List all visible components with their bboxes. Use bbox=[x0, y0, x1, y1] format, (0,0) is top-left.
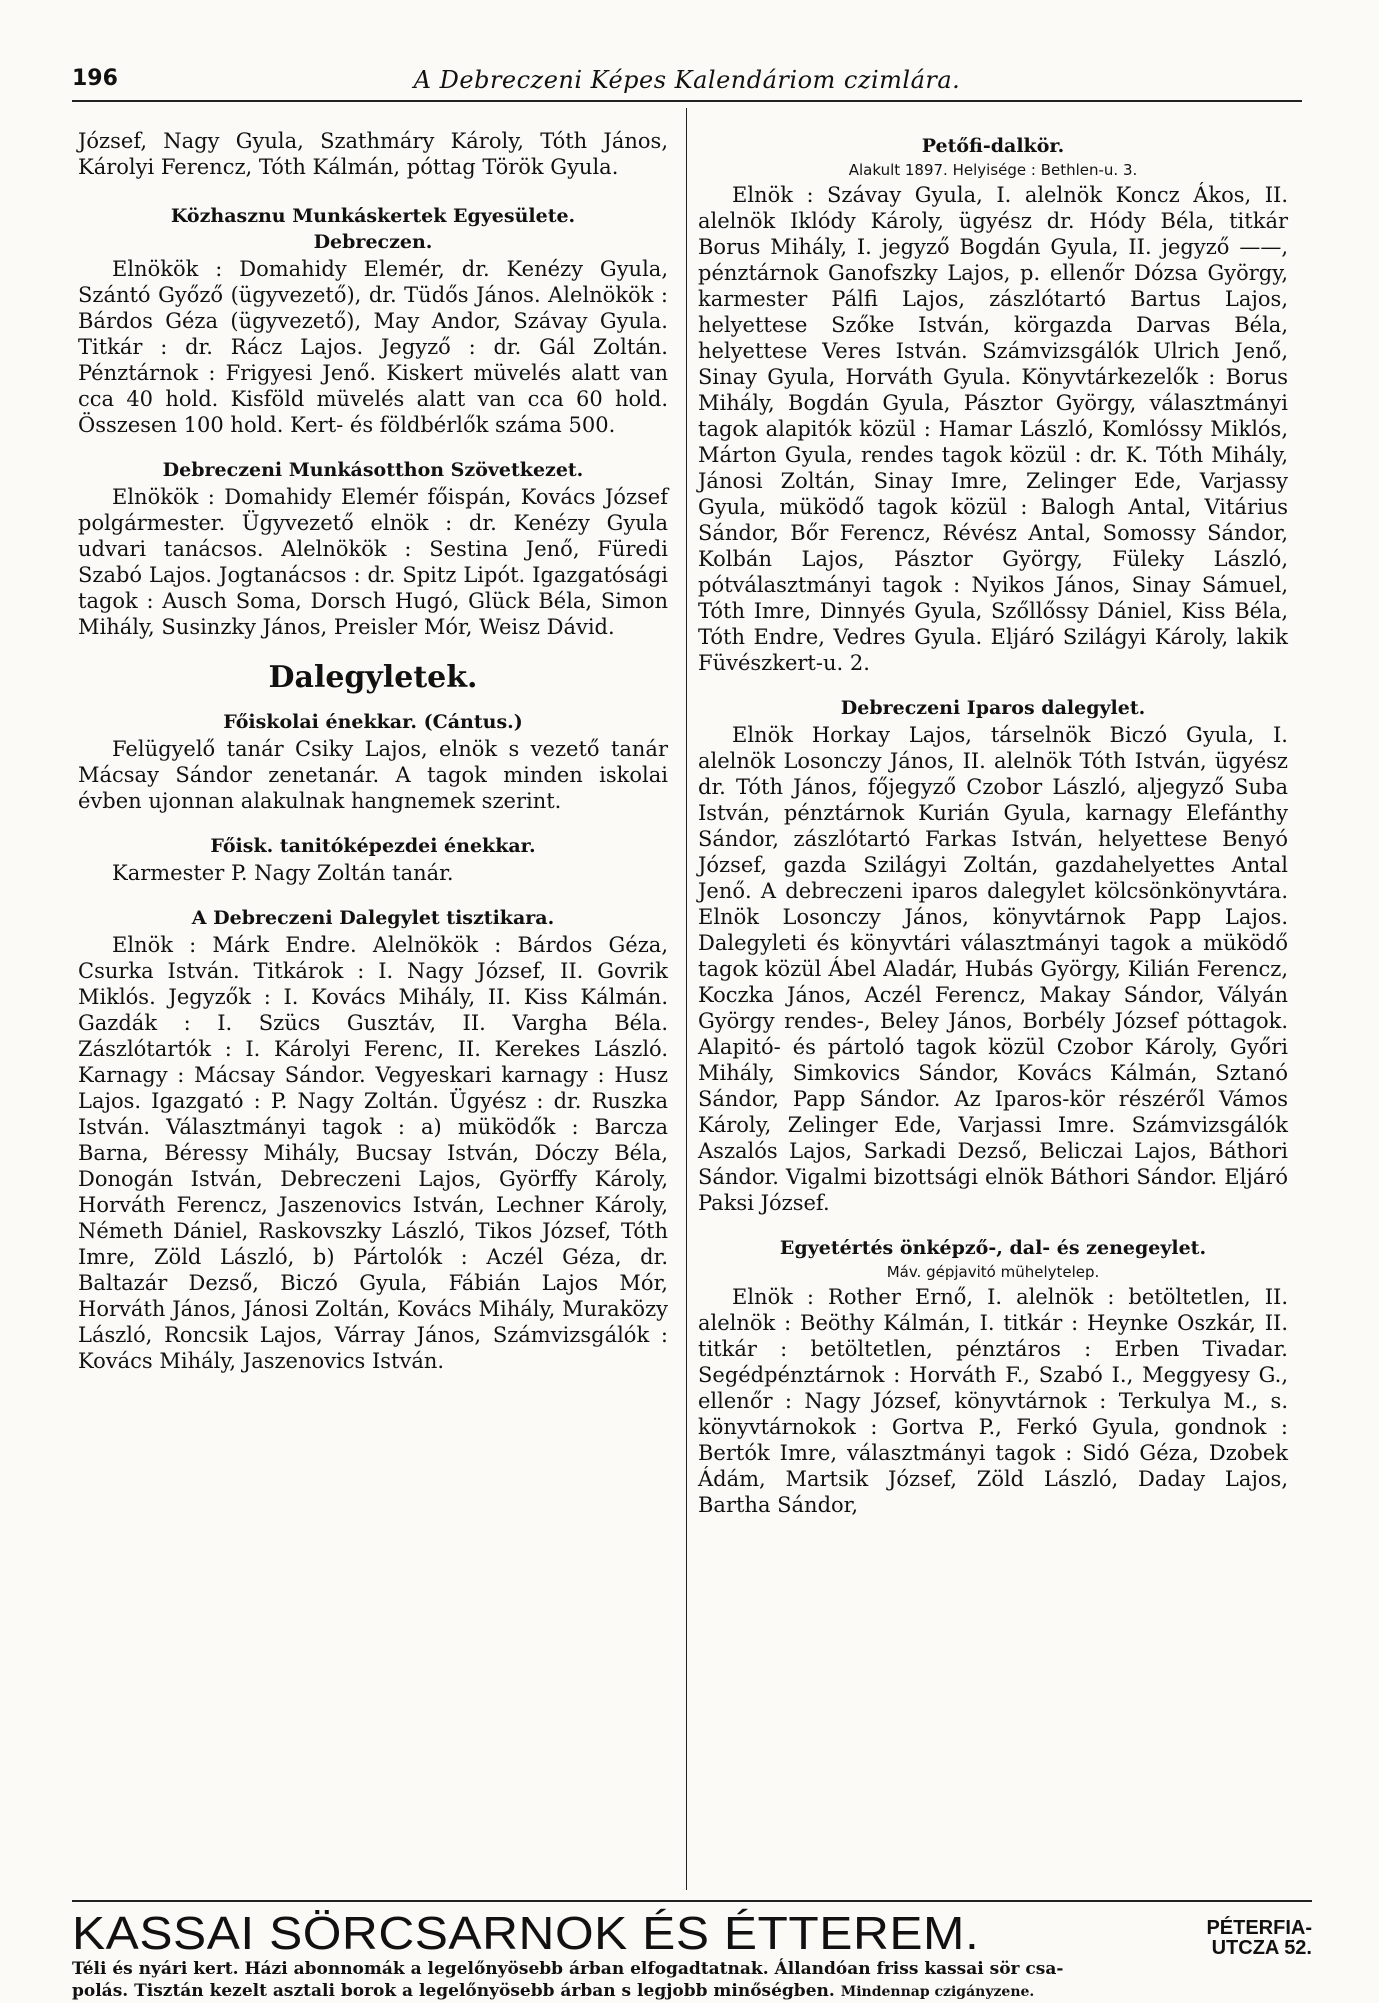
advertisement-address: PÉTERFIA- UTCZA 52. bbox=[1206, 1917, 1312, 1959]
dalegylet-tisztikara-text: Elnök : Márk Endre. Alelnökök : Bárdos Géza, Csurka István. Titkárok : I. Nagy József, II. Govrik Miklós. Jegyzők : I. Kovács Mihály, II. Kiss Kálmán. Gazdák : I. Szücs Gusztáv, II. Vargha Béla. Zászlótartók : I. Károlyi Ferenc, II. Kerekes László. Karnagy : Mácsay Sándor. Vegyeskari karnagy : Husz Lajos. Igazgató : P. Nagy Zoltán. Ügyész : dr. Ruszka István. Választmányi tagok : a) müködők : Barcza Barna, Béressy Mihály, Bucsay István, Dóczy Béla, Donogán István, Debreczeni Lajos, Györffy Károly, Horváth Ferencz, Jaszenovics István, Lechner Károly, Németh Dániel, Raskovszky László, Tikos József, Tóth Imre, Zöld László, b) Pártolók : Aczél Géza, dr. Baltazár Dezső, Biczó Gyula, Fábián Lajos Mór, Horváth János, Jánosi Zoltán, Kovács Mihály, Muraközy László, Roncsik Lajos, Várray János, Számvizsgálók : Kovács Mihály, Jaszenovics István. bbox=[78, 933, 668, 1373]
foiskolai-section bbox=[78, 710, 668, 814]
right-column bbox=[698, 128, 1288, 1538]
left-column bbox=[78, 128, 668, 1394]
petofi-title: Petőfi-dalkör. bbox=[921, 135, 1065, 157]
advertisement bbox=[72, 1900, 1312, 2003]
tanitokepezdei-text: Karmester P. Nagy Zoltán tanár. bbox=[112, 861, 454, 885]
tanitokepezdei-section bbox=[78, 834, 668, 886]
munkasotthon-section bbox=[78, 458, 668, 640]
kozhasznu-title-city: Debreczen. bbox=[313, 231, 433, 253]
munkasotthon-text: Elnökök : Domahidy Elemér főispán, Kovács József polgármester. Ügyvezető elnök : dr. Kenézy Gyula udvari tanácsos. Alelnökök : Sestina Jenő, Füredi Szabó Lajos. Jogtanácsos : dr. Spitz Lipót. Igazgatósági tagok : Ausch Soma, Dorsch Hugó, Glück Béla, Simon Mihály, Susinzky János, Preisler Mór, Weisz Dávid. bbox=[78, 485, 668, 639]
petofi-text: Elnök : Szávay Gyula, I. alelnök Koncz Ákos, II. alelnök Iklódy Károly, ügyész dr. Hódy Béla, titkár Borus Mihály, I. jegyző Bogdán Gyula, II. jegyző ——, pénztárnok Ganofszky Lajos, p. ellenőr Dózsa György, karmester Pálfi Lajos, zászlótartó Bartus Lajos, helyettese Szőke István, körgazda Darvas Béla, helyettese Veres István. Számvizsgálók Ulrich Jenő, Sinay Gyula, Horváth Gyula. Könyvtárkezelők : Borus Mihály, Bogdán Gyula, Pásztor György, választmányi tagok alapitók közül : Hamar László, Komlóssy Miklós, Márton Gyula, rendes tagok közül : dr. K. Tóth Mihály, Jánosi Zoltán, Sinay Imre, Zelinger Ede, Varjassy Gyula, müködő tagok közül : Balogh Antal, Vitárius Sándor, Bőr Ferencz, Révész Antal, Somossy Sándor, Kolbán Lajos, Pásztor György, Füleky László, pótválasztmányi tagok : Nyikos János, Sinay Sámuel, Tóth Imre, Dinnyés Gyula, Szőllőssy Dániel, Kiss Béla, Tóth Endre, Vedres Gyula. Eljáró Szilágyi Károly, lakik Füvészkert-u. 2. bbox=[698, 183, 1288, 675]
advertisement-line-2-small: Mindennap czigányzene. bbox=[840, 1984, 1035, 2000]
dalegylet-tisztikara-section bbox=[78, 906, 668, 1374]
egyetertes-text: Elnök : Rother Ernő, I. alelnök : betöltetlen, II. alelnök : Beöthy Kálmán, I. titkár : Heynke Oszkár, II. titkár : betöltetlen, pénztáros : Erben Tivadar. Segédpénztárnok : Horváth F., Szabó I., Meggyesy G., ellenőr : Nagy József, könyvtárnok : Terkulya M., s. könyvtárnokok : Gortva P., Ferkó Gyula, gondnok : Bertók Imre, választmányi tagok : Sidó Géza, Dzobek Ádám, Martsik József, Zöld László, Daday Lajos, Bartha Sándor, bbox=[698, 1285, 1288, 1517]
page-header bbox=[72, 64, 1302, 102]
advertisement-line-1: Téli és nyári kert. Házi abonnomák a legelőnyösebb árban elfogadtatnak. Állandóan friss kassai sör csa- bbox=[72, 1959, 1064, 1979]
intro-continuation-section bbox=[78, 128, 668, 180]
munkasotthon-title: Debreczeni Munkásotthon Szövetkezet. bbox=[162, 459, 584, 481]
kozhasznu-section bbox=[78, 204, 668, 438]
petofi-section bbox=[698, 134, 1288, 676]
foiskolai-text: Felügyelő tanár Csiky Lajos, elnök s vezető tanár Mácsay Sándor zenetanár. A tagok minden iskolai évben ujonnan alakulnak hangnemek szerint. bbox=[78, 737, 668, 813]
iparos-text: Elnök Horkay Lajos, társelnök Biczó Gyula, I. alelnök Losonczy János, II. alelnök Tóth István, ügyész dr. Tóth János, főjegyző Czobor László, aljegyző Suba István, pénztárnok Kurián Gyula, karnagy Elefánthy Sándor, zászlótartó Farkas István, helyettese Benyó József, gazda Szilágyi Zoltán, gazdahelyettes Antal Jenő. A debreczeni iparos dalegylet kölcsönkönyvtára. Elnök Losonczy János, könyvtárnok Papp Lajos. Dalegyleti és könyvtári választmányi tagok a müködő tagok közül Ábel Aladár, Hubás György, Kilián Ferencz, Koczka János, Aczél Ferencz, Makay Sándor, Vályán György rendes-, Beley János, Borbély József póttagok. Alapitó- és pártoló tagok közül Czobor Károly, Győri Mihály, Simkovics Sándor, Kovács Kálmán, Sztanó Sándor, Papp Sándor. Az Iparos-kör részéről Vámos Károly, Zelinger Ede, Varjassi Imre. Számvizsgálók Aszalós Lajos, Sarkadi Dezső, Beliczai Lajos, Báthori Sándor. Vigalmi bizottsági elnök Báthori Sándor. Eljáró Paksi József. bbox=[698, 723, 1288, 1215]
kozhasznu-text: Elnökök : Domahidy Elemér, dr. Kenézy Gyula, Szántó Győző (ügyvezető), dr. Tüdős János. Alelnökök : Bárdos Géza (ügyvezető), May Andor, Szávay Gyula. Titkár : dr. Rácz Lajos. Jegyző : dr. Gál Zoltán. Pénztárnok : Frigyesi Jenő. Kiskert müvelés alatt van cca 40 hold. Kisföld müvelés alatt van cca 60 hold. Összesen 100 hold. Kert- és földbérlők száma 500. bbox=[78, 257, 668, 437]
petofi-subtitle: Alakult 1897. Helyisége : Bethlen-u. 3. bbox=[848, 161, 1138, 179]
egyetertes-subtitle: Máv. gépjavitó mühelytelep. bbox=[886, 1263, 1100, 1281]
dalegylet-tisztikara-title: A Debreczeni Dalegylet tisztikara. bbox=[191, 907, 555, 929]
iparos-section bbox=[698, 696, 1288, 1216]
egyetertes-title: Egyetértés önképző-, dal- és zenegeylet. bbox=[779, 1237, 1207, 1259]
running-title: A Debreczeni Képes Kalendáriom czimlára. bbox=[413, 66, 961, 94]
dalegyletek-heading: Dalegyletek. bbox=[268, 660, 478, 695]
advertisement-headline-row bbox=[72, 1908, 1312, 1958]
iparos-title: Debreczeni Iparos dalegylet. bbox=[840, 697, 1146, 719]
tanitokepezdei-title: Főisk. tanitóképezdei énekkar. bbox=[210, 835, 536, 857]
intro-continuation-text: József, Nagy Gyula, Szathmáry Károly, Tóth János, Károlyi Ferencz, Tóth Kálmán, póttag Török Gyula. bbox=[78, 129, 668, 179]
advertisement-headline: KASSAI SÖRCSARNOK ÉS ÉTTEREM. bbox=[72, 1907, 980, 1959]
foiskolai-title: Főiskolai énekkar. (Cántus.) bbox=[223, 711, 523, 733]
advertisement-line-2-main: polás. Tisztán kezelt asztali borok a legelőnyösebb árban s legjobb minőségben. bbox=[72, 1981, 835, 2001]
column-divider bbox=[686, 108, 687, 1890]
page-number: 196 bbox=[72, 66, 118, 91]
kozhasznu-title: Közhasznu Munkáskertek Egyesülete. bbox=[170, 205, 576, 227]
egyetertes-section bbox=[698, 1236, 1288, 1518]
